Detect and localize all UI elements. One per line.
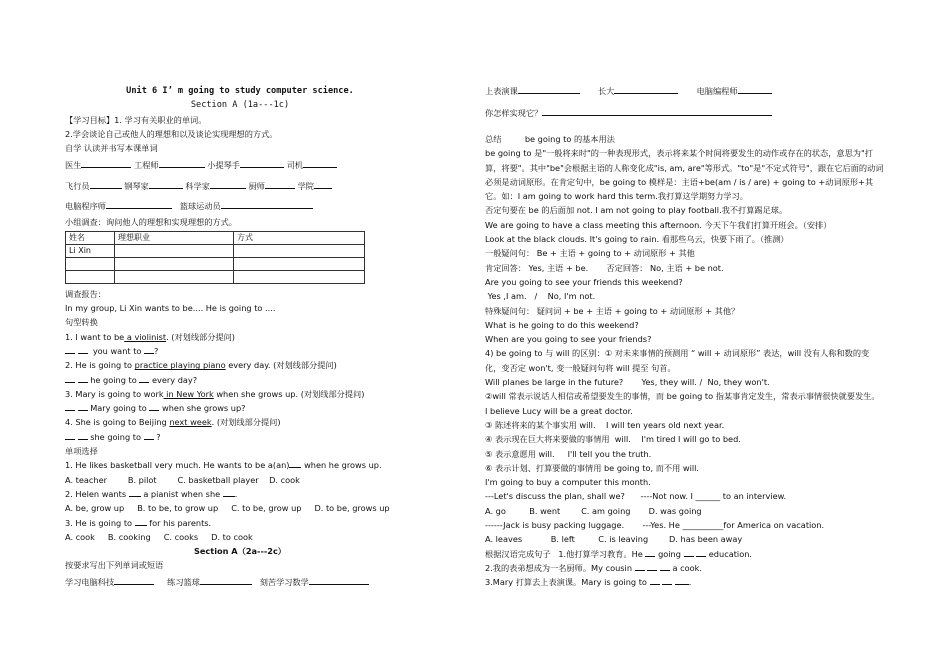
sentence-text: a cook. [672, 562, 702, 573]
answer-blank[interactable] [78, 430, 88, 440]
right-column [485, 84, 898, 590]
answer-text: Mary going to [90, 403, 147, 414]
survey-cell[interactable] [115, 244, 234, 257]
vocab-word: 钢琴家 [124, 181, 149, 192]
vocab-blank[interactable] [81, 158, 131, 168]
survey-cell[interactable] [115, 270, 234, 283]
q-text: when she grows up. (对划线部分提问) [213, 388, 365, 399]
vocab-word: 篮球运动员 [179, 201, 221, 212]
q-text: 3. Mary is going to work [65, 388, 164, 399]
underlined-part: in New York [163, 388, 214, 399]
q-text: 1. I want to be [65, 331, 125, 342]
translate2-line-3: 3.Mary 打算去上表演课。Mary is going to . [485, 577, 692, 588]
mc2-q1-options: A. go B. went C. am going D. was going [485, 505, 702, 516]
answer-text: she going to [90, 431, 142, 442]
table-row [66, 270, 365, 283]
vocab-word: 厨师 [248, 181, 265, 192]
transform-q1 [65, 330, 415, 344]
phrase-label: 刻苦学习数学 [259, 576, 309, 587]
answer-blank[interactable] [65, 401, 75, 411]
answer-blank[interactable] [65, 373, 75, 383]
answer-blank[interactable] [144, 430, 154, 440]
mc-q3 [65, 516, 415, 530]
vocab-blank[interactable] [106, 199, 172, 209]
phrase-label: 学习电脑科技 [65, 576, 115, 587]
difference-point-4: ④ 表示现在巨大将来要做的事情用 will. I'm tired I will go to bed. [485, 434, 741, 445]
sentence-text: 2.我的表弟想成为一名厨师。My cousin [485, 562, 633, 573]
answer-text: you want to [92, 345, 142, 356]
report-heading: 调查报告： [65, 288, 106, 299]
answer-blank[interactable] [135, 516, 147, 526]
answer-blank[interactable] [645, 547, 655, 557]
answer-blank[interactable] [289, 458, 301, 468]
survey-cell[interactable] [115, 257, 234, 270]
vocab-blank[interactable] [149, 179, 183, 189]
difference-point-5: ⑤ 表示意愿用 will. I'll tell you the truth. [485, 448, 652, 459]
phrase-label: 电脑编程师 [696, 86, 738, 96]
wh-question-rule: 特殊疑问句： 疑问词 + be + 主语 + going to + 动词原形 + 其他？ [485, 305, 740, 316]
answer-blank[interactable] [139, 373, 149, 383]
yes-no-question-rule: 一般疑问句： Be + 主语 + going to + 动词原形 + 其他 [485, 248, 695, 259]
how-realize-line [485, 106, 885, 132]
transform-q3 [65, 387, 415, 401]
goal-line-2: 2.学会谈论自己或他人的理想和以及谈论实现理想的方式。 [65, 128, 278, 139]
vocab-word: 科学家 [185, 181, 210, 192]
survey-header-job: 理想职业 [115, 231, 234, 244]
phrase-blank[interactable] [614, 84, 678, 94]
sentence-text: going [658, 548, 681, 559]
mc2-q2: ------Jack is busy packing luggage. ---Yes. He __________for America on vacation. [485, 520, 825, 531]
phrase-blank[interactable] [738, 84, 772, 94]
answer-blank[interactable] [223, 487, 235, 497]
vocab-row-1 [65, 155, 415, 176]
transform-a2 [65, 373, 415, 387]
table-row [66, 257, 365, 270]
table-row [66, 244, 365, 257]
survey-cell[interactable] [66, 257, 115, 270]
answer-blank[interactable] [684, 547, 694, 557]
underlined-part: practice playing piano [134, 360, 226, 371]
q-text: for his parents. [149, 517, 212, 528]
section-a-1a-1c-heading: Section A (1a---1c) [190, 100, 290, 111]
vocab-row-2 [65, 176, 415, 197]
vocab-blank[interactable] [265, 179, 295, 189]
q-text: . (对划线部分提问) [166, 331, 235, 342]
q-text: 2. Helen wants [65, 488, 127, 499]
example-prediction: Look at the black clouds. It's going to rain. 看那些乌云，快要下雨了。（推测） [485, 234, 789, 245]
answer-blank[interactable] [650, 575, 660, 585]
q-text: . (对划线部分提问) [211, 417, 281, 428]
mc2-q1: ---Let's discuss the plan, shall we? ----Not now. I ______ to an interview. [485, 491, 787, 502]
yes-no-example-answer: Yes ,I am. / No, I'm not. [485, 291, 596, 302]
yes-no-answer-rule: 肯定回答： Yes, 主语 + be. 否定回答： No, 主语 + be not. [485, 262, 724, 273]
survey-cell[interactable]: Li Xin [66, 244, 115, 257]
answer-blank[interactable] [78, 401, 88, 411]
vocab-blank[interactable] [314, 179, 332, 189]
mc2-q2-options: A. leaves B. left C. is leaving D. has been away [485, 534, 743, 545]
question-text: 你怎样实现它？ [485, 108, 543, 118]
summary-label: 总结 [485, 134, 502, 144]
answer-blank[interactable] [78, 373, 88, 383]
translate2-line-1 [485, 547, 885, 561]
summary-heading [485, 132, 885, 146]
yes-no-example: Are you going to see your friends this weekend? [485, 276, 683, 287]
answer-blank[interactable] [149, 401, 159, 411]
vocab-blank[interactable] [240, 158, 284, 168]
vocab-blank[interactable] [221, 199, 313, 209]
mc-q2-options: A. be, grow up B. to be, to grow up C. to be, grow up D. to be, grows up [65, 503, 390, 514]
vocab-word: 小提琴手 [207, 160, 240, 171]
vocab-blank[interactable] [159, 158, 205, 168]
answer-text: every day? [151, 374, 198, 385]
phrase-blank[interactable] [518, 84, 580, 94]
difference-point-6: ⑥ 表示计划、打算要做的事情用 be going to, 而不用 will. [485, 462, 700, 473]
left-column [65, 84, 415, 591]
example-arrangement: We are going to have a class meeting this afternoon. 今天下午我们打算开班会。（安排） [485, 219, 832, 230]
answer-blank[interactable] [696, 547, 706, 557]
answer-blank[interactable] [675, 575, 689, 585]
answer-blank[interactable] [662, 575, 672, 585]
section-a-2a-2c-heading: Section A（2a---2c） [193, 546, 286, 557]
translate-heading: 按要求写出下列单词或短语 [65, 560, 164, 571]
vocab-blank[interactable] [90, 179, 122, 189]
transform-heading: 句型转换 [65, 317, 98, 328]
difference-point-3: ③ 陈述将来的某个事实用 will. I will ten years old next year. [485, 419, 725, 430]
answer-blank[interactable] [78, 344, 88, 354]
summary-title: be going to 的基本用法 [524, 134, 615, 144]
answer-blank[interactable] [542, 106, 772, 116]
vocab-word: 医生 [65, 160, 82, 171]
q-text: a pianist when she [143, 488, 221, 499]
answer-blank[interactable] [65, 344, 75, 354]
sentence-text: education. [708, 548, 752, 559]
self-study-line: 自学 认读并书写本课单词 [65, 143, 158, 154]
phrase-row-1 [65, 573, 415, 591]
q-text: 2. He is going to [65, 360, 135, 371]
phrase-blank[interactable] [114, 575, 154, 585]
survey-header-row [66, 231, 365, 244]
survey-header-way: 方式 [234, 231, 365, 244]
phrase-label: 练习篮球 [167, 576, 200, 587]
vocab-word: 飞行员 [65, 181, 90, 192]
will-difference: 4) be going to 与 will 的区别：① 对未来事情的预测用 “ will + 动词原形” 表达，will 没有人称和数的变化，变否定 won't, 变一般疑问句将 will 提至 句首。 [485, 348, 870, 373]
summary-paragraph: be going to 是"一般将来时"的一种表现形式，表示将来某个时间将要发生的动作或存在的状态，意思为"打算，将要"。其中"be"会根据主语的人称变化成"is, am, are"等形式。"to"是"不定式符号"，跟在它后面的动词必须是动词原形。在肯定句中，be going to 模样是：主语+be(am / is / are) + going to +动词原形+其它。如：I am going to work hard this term.我打算这学期努力学习。 [485, 148, 884, 202]
survey-heading: 小组调查：询问他人的理想和实现理想的方式。 [65, 217, 237, 228]
goal-line-1: 【学习目标】1. 学习有关职业的单词。 [65, 114, 207, 125]
phrase-row-2 [485, 84, 885, 106]
answer-blank[interactable] [65, 430, 75, 440]
transform-q2 [65, 358, 415, 372]
q-text: 3. He is going to [65, 517, 133, 528]
underlined-part: next week [169, 417, 212, 428]
vocab-word: 工程师 [134, 160, 159, 171]
mc-q1-options: A. teacher B. pilot C. basketball player D. cook [65, 474, 300, 485]
answer-blank[interactable] [635, 561, 645, 571]
phrase-label: 长大 [597, 86, 615, 96]
answer-blank[interactable] [660, 561, 670, 571]
mc-q3-options: A. cook B. cooking C. cooks D. to cook [65, 531, 253, 542]
answer-blank[interactable] [647, 561, 657, 571]
vocab-word: 学院 [297, 181, 314, 192]
vocab-word: 电脑程序师 [65, 201, 106, 212]
answer-text: he going to [90, 374, 137, 385]
report-text: In my group, Li Xin wants to be.... He is going to .... [65, 303, 276, 314]
transform-a1: you want to ? [65, 344, 415, 358]
vocab-row-3 [65, 197, 415, 215]
page-title: Unit 6 I’ m going to study computer science. [126, 86, 354, 96]
survey-cell[interactable] [234, 270, 365, 283]
transform-a4: she going to ? [65, 430, 415, 444]
vocab-blank[interactable] [210, 179, 246, 189]
survey-cell[interactable] [234, 257, 365, 270]
survey-cell[interactable] [234, 244, 365, 257]
difference-point-2: ②will 常表示说话人相信或希望要发生的事情，而 be going to 指某事肯定发生，常表示事情很快就要发生。 I believe Lucy will be a great doctor. [485, 391, 898, 416]
answer-blank[interactable] [144, 344, 154, 354]
answer-blank[interactable] [129, 487, 141, 497]
transform-q4 [65, 415, 415, 429]
answer-text: when she grows up? [162, 403, 246, 414]
survey-table [65, 231, 365, 284]
q-text: when he grows up. [304, 460, 382, 471]
survey-header-name: 姓名 [66, 231, 115, 244]
negative-rule: 否定句要在 be 的后面加 not. I am not going to play football.我不打算踢足球。 [485, 205, 788, 216]
transform-a3 [65, 401, 415, 415]
phrase-label: 上表演课 [485, 86, 518, 96]
translate2-line-2 [485, 561, 885, 575]
wh-example-1: What is he going to do this weekend? [485, 319, 639, 330]
phrase-blank[interactable] [309, 575, 369, 585]
sentence-text: 3.Mary 打算去上表演课。Mary is going to [485, 577, 647, 588]
q-text: 4. She is going to Beijing [65, 417, 170, 428]
vocab-blank[interactable] [303, 158, 337, 168]
q-text: every day. (对划线部分提问) [225, 360, 337, 371]
mc-q2: 2. Helen wants a pianist when she . [65, 488, 238, 499]
wh-example-2: When are you going to see your friends? [485, 334, 652, 345]
will-example: Will planes be large in the future? Yes, they will. / No, they won't. [485, 377, 770, 388]
translate2-heading: 根据汉语完成句子 [485, 548, 551, 559]
q-text: 1. He likes basketball very much. He wants to be a(an) [65, 460, 290, 471]
survey-cell[interactable] [66, 270, 115, 283]
vocab-word: 司机 [286, 160, 303, 171]
mc-q1 [65, 458, 415, 472]
difference-point-6-example: I'm going to buy a computer this month. [485, 477, 651, 488]
mc-heading: 单项选择 [65, 446, 98, 457]
sentence-text: 1.他打算学习教育。He [558, 548, 643, 559]
phrase-blank[interactable] [200, 575, 252, 585]
underlined-part: a violinist [124, 331, 167, 342]
